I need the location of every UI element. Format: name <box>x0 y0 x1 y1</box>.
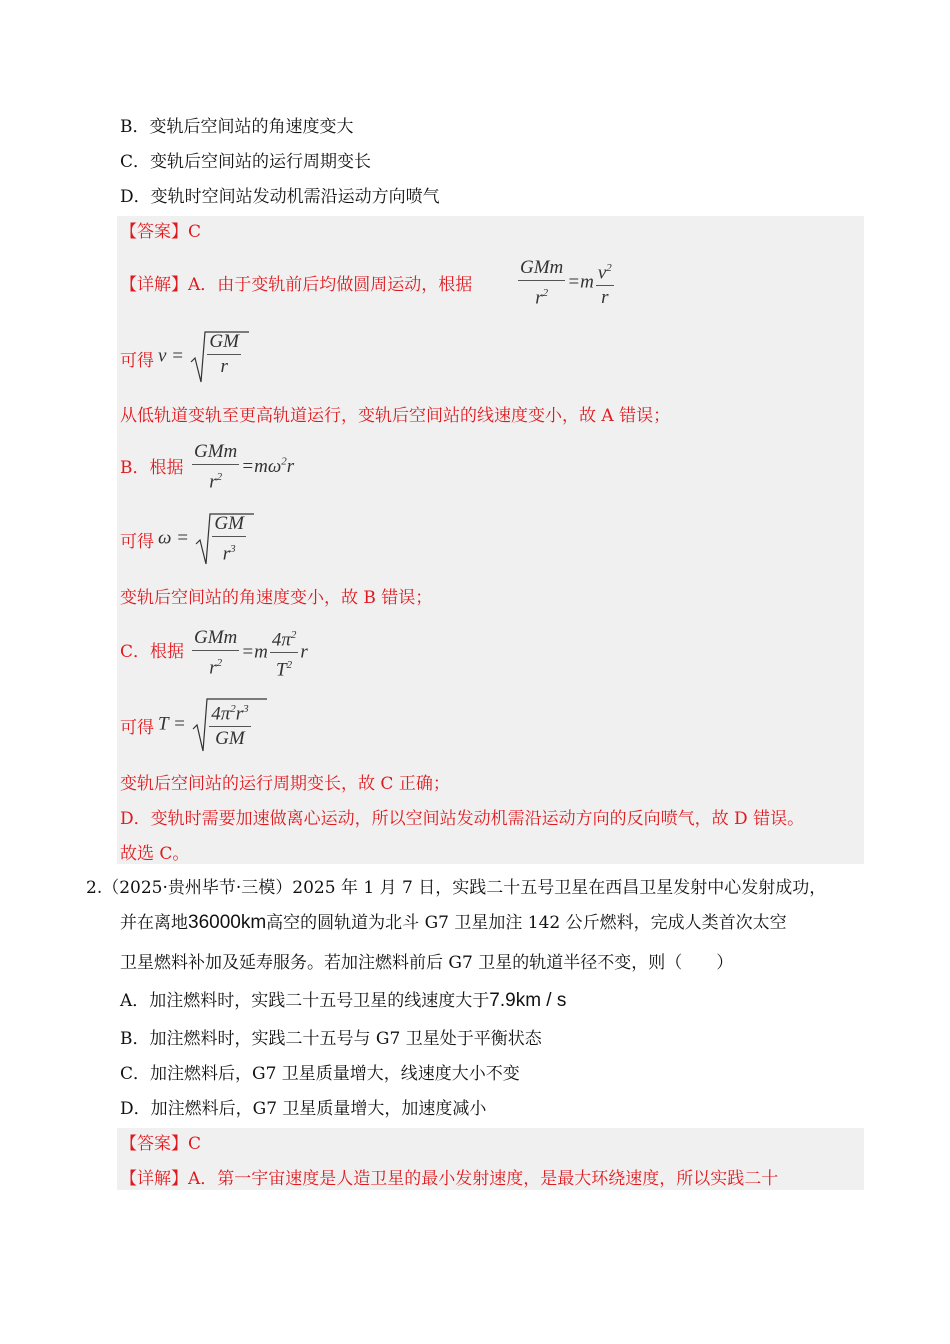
formula-t: T = $\frac{4\pi^2r^3}{GM}$ <box>158 695 281 755</box>
q2-option-a <box>120 990 566 1012</box>
answer-value: C <box>188 222 202 242</box>
q2-option-d: D．加注燃料后，G7 卫星质量增大，加速度减小 <box>120 1099 487 1119</box>
q1-detail-a-line <box>120 274 472 296</box>
q1-option-c: C．变轨后空间站的运行周期变长 <box>120 152 372 172</box>
detail-label: 【详解】 <box>120 1169 188 1189</box>
q2-option-c: C．加注燃料后，G7 卫星质量增大，线速度大小不变 <box>120 1064 520 1084</box>
q2-stem-line2 <box>120 912 787 934</box>
answer-value: C <box>188 1134 202 1154</box>
q1-b-conclusion: 变轨后空间站的角速度变小，故 B 错误； <box>120 588 433 608</box>
q1-c-conclusion: 变轨后空间站的运行周期变长，故 C 正确； <box>120 774 450 794</box>
q1-option-d: D．变轨时空间站发动机需沿运动方向喷气 <box>120 187 440 207</box>
q2-answer <box>120 1133 201 1155</box>
option-a-text: A．加注燃料时，实践二十五号卫星的线速度大于 <box>120 991 490 1011</box>
q1-c-prefix: C．根据 <box>120 642 185 662</box>
q2-option-b: B．加注燃料时，实践二十五号与 G7 卫星处于平衡状态 <box>120 1029 542 1049</box>
detail-a-text: A．由于变轨前后均做圆周运动，根据 <box>188 275 473 295</box>
answer-label: 【答案】 <box>120 222 188 242</box>
q1-option-b: B．变轨后空间站的角速度变大 <box>120 117 354 137</box>
formula-omega: ω = $\frac{GM}{r^3}$ <box>158 510 268 568</box>
detail-a-text: A．第一宇宙速度是人造卫星的最小发射速度，是最大环绕速度，所以实践二十 <box>188 1169 779 1189</box>
q1-answer <box>120 221 201 243</box>
q2-stem-line1: 2.（2025·贵州毕节·三模）2025 年 1 月 7 日，实践二十五号卫星在西昌卫星发射中心发射成功， <box>86 878 827 898</box>
formula-v: v = $\frac{GM}{r}$ <box>158 328 263 386</box>
formula-b: $\frac{\text{GMm}}{r^2}$ $=m\omega^2r$ <box>194 441 295 493</box>
q1-a-conclusion: 从低轨道变轨至更高轨道运行，变轨后空间站的线速度变小，故 A 错误； <box>120 406 671 426</box>
q2-stem-line3: 卫星燃料补加及延寿服务。若加注燃料前后 G7 卫星的轨道半径不变，则（ ） <box>120 953 734 973</box>
answer-label: 【答案】 <box>120 1134 188 1154</box>
q1-final: 故选 C。 <box>120 844 190 864</box>
formula-a: $\frac{\text{GMm}}{r^2}$ =m $\frac{v^2}{r}$ <box>520 257 612 309</box>
q1-b-prefix: B．根据 <box>120 458 184 478</box>
q1-d-conclusion: D．变轨时需要加速做离心运动，所以空间站发动机需沿运动方向的反向喷气，故 D 错误。 <box>120 809 805 829</box>
stem-line2-pre: 并在离地 <box>120 913 188 933</box>
q2-detail-a <box>120 1168 778 1190</box>
formula-c: $\frac{\text{GMm}}{r^2}$ =m $\frac{4\pi^2}{T^2}$ r <box>190 623 308 683</box>
detail-label: 【详解】 <box>120 275 188 295</box>
keyi-t: 可得 <box>120 718 154 738</box>
speed-value: 7.9km / s <box>489 990 567 1011</box>
stem-line2-post: 高空的圆轨道为北斗 G7 卫星加注 142 公斤燃料，完成人类首次太空 <box>266 913 787 933</box>
keyi-omega: 可得 <box>120 532 154 552</box>
distance-value: 36000km <box>188 912 267 933</box>
keyi-v: 可得 <box>120 351 154 371</box>
